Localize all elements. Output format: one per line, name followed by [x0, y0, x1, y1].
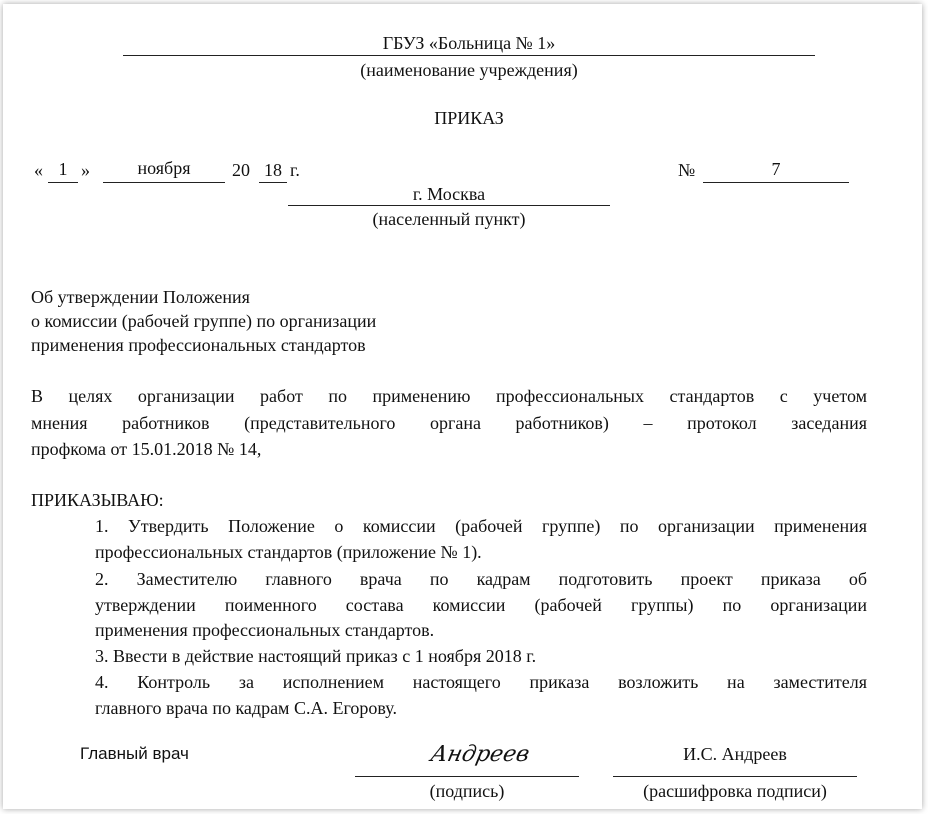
order-number: 7 [771, 159, 781, 179]
date-day: 1 [58, 159, 68, 179]
preamble-line-2: мнения работников (представительного органа работников) – протокол заседания [31, 413, 867, 433]
date-month: ноября [137, 158, 191, 178]
date-month-line [103, 182, 225, 183]
institution-line [123, 55, 815, 56]
date-open-quote: « [34, 160, 43, 180]
preamble-line-3: профкома от 15.01.2018 № 14, [31, 439, 262, 459]
institution-caption: (наименование учреждения) [360, 60, 578, 80]
order-item-2-line-2: утверждении поименного состава комиссии (рабочей группы) по организации [95, 595, 867, 615]
place-city: г. Москва [412, 184, 486, 204]
order-item-2-line-1: 2. Заместителю главного врача по кадрам подготовить проект приказа об [95, 569, 867, 589]
signer-name: И.С. Андреев [683, 744, 787, 764]
order-item-1-line-1: 1. Утвердить Положение о комиссии (рабочей группе) по организации применения [95, 516, 867, 536]
place-caption: (населенный пункт) [372, 209, 526, 229]
order-item-3: 3. Ввести в действие настоящий приказ с 1 ноября 2018 г. [95, 646, 537, 666]
doc-title: ПРИКАЗ [434, 108, 504, 128]
signer-position: Главный врач [80, 744, 189, 763]
document-page [3, 4, 922, 809]
date-year-prefix: 20 [232, 160, 250, 180]
preamble-line-1: В целях организации работ по применению профессиональных стандартов с учетом [31, 386, 867, 406]
place-line [288, 205, 610, 206]
order-item-2-line-3: применения профессиональных стандартов. [95, 620, 435, 640]
order-number-label: № [678, 160, 696, 180]
order-number-line [703, 182, 849, 183]
date-year-unit: г. [290, 160, 300, 180]
handwritten-signature: Андреев [428, 742, 532, 767]
subject-line-2: о комиссии (рабочей группе) по организации [31, 311, 377, 331]
order-item-4-line-1: 4. Контроль за исполнением настоящего приказа возложить на заместителя [95, 672, 867, 692]
order-item-1-line-2: профессиональных стандартов (приложение № 1). [95, 542, 482, 562]
order-item-4-line-2: главного врача по кадрам С.А. Егорову. [95, 698, 397, 718]
signer-name-caption: (расшифровка подписи) [643, 781, 827, 801]
date-day-line [48, 182, 78, 183]
subject-line-1: Об утверждении Положения [31, 287, 250, 307]
signer-name-line [613, 776, 857, 777]
signature-line [355, 776, 579, 777]
subject-line-3: применения профессиональных стандартов [31, 335, 366, 355]
date-year-line [259, 182, 287, 183]
order-heading: ПРИКАЗЫВАЮ: [31, 490, 164, 510]
date-close-quote: » [81, 160, 90, 180]
signature-caption: (подпись) [429, 781, 505, 801]
institution-name: ГБУЗ «Больница № 1» [382, 33, 556, 53]
date-year-suffix: 18 [264, 160, 282, 180]
